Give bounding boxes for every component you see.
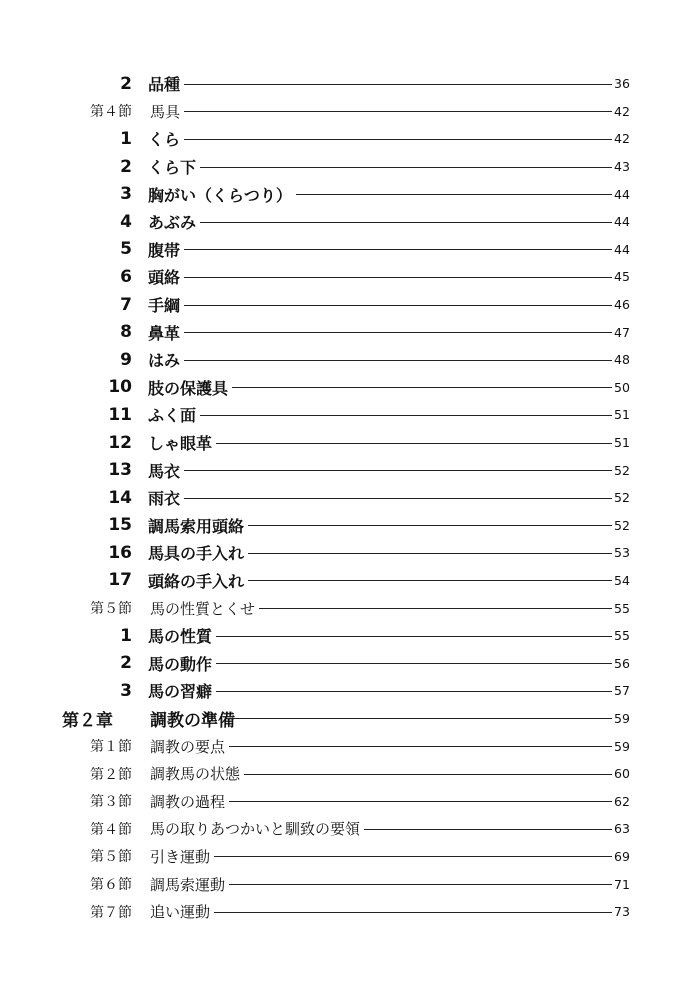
entry-title: 馬の取りあつかいと馴致の要領 bbox=[150, 820, 361, 839]
page-number: 46 bbox=[614, 297, 630, 313]
entry-title: 腹帯 bbox=[148, 240, 181, 260]
toc-entry bbox=[0, 208, 700, 236]
entry-title: 馬の動作 bbox=[148, 654, 213, 674]
item-number: 2 bbox=[120, 156, 132, 177]
toc-entry bbox=[0, 732, 700, 760]
entry-title: 胸がい（くらつり） bbox=[148, 185, 292, 205]
entry-title: 肢の保護具 bbox=[148, 378, 229, 398]
toc-entry bbox=[0, 760, 700, 788]
toc-entry bbox=[0, 346, 700, 374]
leader-line bbox=[214, 856, 612, 857]
toc-entry bbox=[0, 705, 700, 733]
entry-title: 雨衣 bbox=[148, 489, 181, 509]
section-number: 第４節 bbox=[90, 104, 132, 121]
entry-title: 馬具の手入れ bbox=[148, 544, 245, 564]
toc-entry bbox=[0, 787, 700, 815]
entry-title: 調教の準備 bbox=[150, 710, 235, 731]
entry-title: はみ bbox=[148, 351, 181, 371]
page-number: 44 bbox=[614, 241, 630, 257]
toc-entry bbox=[0, 898, 700, 926]
entry-title: 馬の性質とくせ bbox=[150, 599, 256, 618]
toc-entry bbox=[0, 567, 700, 595]
toc-entry bbox=[0, 484, 700, 512]
item-number: 17 bbox=[108, 570, 132, 591]
leader-line bbox=[229, 884, 612, 885]
toc-entry bbox=[0, 512, 700, 540]
toc-entry bbox=[0, 263, 700, 291]
page-number: 60 bbox=[614, 766, 630, 782]
leader-line bbox=[200, 167, 612, 168]
page-number: 43 bbox=[614, 159, 630, 175]
entry-title: ふく面 bbox=[148, 406, 197, 426]
leader-line bbox=[184, 305, 612, 306]
page-number: 52 bbox=[614, 462, 630, 478]
item-number: 5 bbox=[120, 239, 132, 260]
leader-line bbox=[248, 580, 612, 581]
section-number: 第７節 bbox=[90, 904, 132, 921]
toc-entry bbox=[0, 180, 700, 208]
entry-title: 調教の要点 bbox=[150, 737, 226, 756]
page-number: 56 bbox=[614, 655, 630, 671]
leader-line bbox=[229, 746, 612, 747]
entry-title: 手綱 bbox=[148, 296, 181, 316]
leader-line bbox=[216, 636, 612, 637]
page-number: 73 bbox=[614, 904, 630, 920]
entry-title: くら bbox=[148, 130, 181, 150]
leader-line bbox=[259, 608, 612, 609]
page-number: 55 bbox=[614, 628, 630, 644]
leader-line bbox=[184, 277, 612, 278]
toc-entry bbox=[0, 677, 700, 705]
item-number: 15 bbox=[108, 515, 132, 536]
page-number: 62 bbox=[614, 793, 630, 809]
leader-line bbox=[184, 360, 612, 361]
entry-title: 引き運動 bbox=[150, 847, 211, 866]
entry-title: くら下 bbox=[148, 158, 197, 178]
page-number: 44 bbox=[614, 186, 630, 202]
toc-entry bbox=[0, 153, 700, 181]
item-number: 2 bbox=[120, 653, 132, 674]
entry-title: あぶみ bbox=[148, 213, 197, 233]
entry-title: 調教の過程 bbox=[150, 792, 226, 811]
item-number: 9 bbox=[120, 349, 132, 370]
entry-title: 鼻革 bbox=[148, 323, 181, 343]
page-number: 59 bbox=[614, 738, 630, 754]
page-number: 71 bbox=[614, 876, 630, 892]
item-number: 8 bbox=[120, 322, 132, 343]
leader-line bbox=[200, 222, 612, 223]
page-number: 48 bbox=[614, 352, 630, 368]
item-number: 12 bbox=[108, 432, 132, 453]
section-number: 第３節 bbox=[90, 794, 132, 811]
toc-entry bbox=[0, 70, 700, 98]
leader-line bbox=[216, 663, 612, 664]
page-number: 42 bbox=[614, 103, 630, 119]
item-number: 13 bbox=[108, 460, 132, 481]
entry-title: 馬の習癖 bbox=[148, 682, 213, 702]
item-number: 10 bbox=[108, 377, 132, 398]
leader-line bbox=[232, 387, 612, 388]
page-number: 54 bbox=[614, 572, 630, 588]
page-number: 55 bbox=[614, 600, 630, 616]
toc-entry bbox=[0, 401, 700, 429]
section-number: 第５節 bbox=[90, 601, 132, 618]
entry-title: 品種 bbox=[148, 75, 181, 95]
leader-line bbox=[184, 332, 612, 333]
item-number: 3 bbox=[120, 184, 132, 205]
page-number: 36 bbox=[614, 76, 630, 92]
entry-title: 追い運動 bbox=[150, 903, 211, 922]
page-number: 45 bbox=[614, 269, 630, 285]
leader-line bbox=[184, 84, 612, 85]
leader-line bbox=[184, 139, 612, 140]
leader-line bbox=[216, 691, 612, 692]
page-number: 47 bbox=[614, 324, 630, 340]
toc-entry bbox=[0, 539, 700, 567]
leader-line bbox=[216, 443, 612, 444]
toc-entry bbox=[0, 318, 700, 346]
item-number: 7 bbox=[120, 294, 132, 315]
leader-line bbox=[184, 111, 612, 112]
page-number: 57 bbox=[614, 683, 630, 699]
page-number: 51 bbox=[614, 407, 630, 423]
toc-entry bbox=[0, 456, 700, 484]
toc-entry bbox=[0, 291, 700, 319]
toc-entry bbox=[0, 594, 700, 622]
page-number: 59 bbox=[614, 710, 630, 726]
leader-line bbox=[248, 525, 612, 526]
item-number: 3 bbox=[120, 680, 132, 701]
entry-title: しゃ眼革 bbox=[148, 434, 213, 454]
section-number: 第５節 bbox=[90, 849, 132, 866]
page-number: 52 bbox=[614, 517, 630, 533]
page-number: 52 bbox=[614, 490, 630, 506]
leader-line bbox=[244, 774, 612, 775]
page-number: 42 bbox=[614, 131, 630, 147]
leader-line bbox=[229, 801, 612, 802]
toc-entry bbox=[0, 374, 700, 402]
item-number: 16 bbox=[108, 542, 132, 563]
toc-entry bbox=[0, 429, 700, 457]
leader-line bbox=[248, 553, 612, 554]
toc-entry bbox=[0, 125, 700, 153]
item-number: 2 bbox=[120, 73, 132, 94]
item-number: 1 bbox=[120, 625, 132, 646]
table-of-contents bbox=[0, 70, 700, 925]
page-number: 50 bbox=[614, 379, 630, 395]
page-number: 53 bbox=[614, 545, 630, 561]
leader-line bbox=[184, 249, 612, 250]
item-number: 6 bbox=[120, 266, 132, 287]
entry-title: 馬衣 bbox=[148, 461, 181, 481]
page-number: 51 bbox=[614, 435, 630, 451]
leader-line bbox=[364, 829, 612, 830]
leader-line bbox=[229, 718, 612, 719]
section-number: 第６節 bbox=[90, 877, 132, 894]
page-number: 44 bbox=[614, 214, 630, 230]
toc-entry bbox=[0, 98, 700, 126]
toc-entry bbox=[0, 843, 700, 871]
item-number: 1 bbox=[120, 128, 132, 149]
entry-title: 馬の性質 bbox=[148, 627, 213, 647]
toc-entry bbox=[0, 649, 700, 677]
entry-title: 調教馬の状態 bbox=[150, 765, 241, 784]
toc-entry bbox=[0, 815, 700, 843]
entry-title: 頭絡の手入れ bbox=[148, 571, 245, 591]
item-number: 14 bbox=[108, 487, 132, 508]
section-number: 第４節 bbox=[90, 821, 132, 838]
entry-title: 馬具 bbox=[150, 102, 181, 121]
leader-line bbox=[184, 470, 612, 471]
chapter-number: 第２章 bbox=[62, 710, 113, 731]
page-number: 63 bbox=[614, 821, 630, 837]
section-number: 第１節 bbox=[90, 739, 132, 756]
entry-title: 調馬索用頭絡 bbox=[148, 516, 245, 536]
entry-title: 頭絡 bbox=[148, 268, 181, 288]
toc-entry bbox=[0, 870, 700, 898]
entry-title: 調馬索運動 bbox=[150, 875, 226, 894]
leader-line bbox=[214, 912, 612, 913]
toc-entry bbox=[0, 622, 700, 650]
item-number: 4 bbox=[120, 211, 132, 232]
toc-entry bbox=[0, 236, 700, 264]
section-number: 第２節 bbox=[90, 766, 132, 783]
leader-line bbox=[200, 415, 612, 416]
leader-line bbox=[296, 194, 612, 195]
leader-line bbox=[184, 498, 612, 499]
page-number: 69 bbox=[614, 848, 630, 864]
item-number: 11 bbox=[108, 404, 132, 425]
